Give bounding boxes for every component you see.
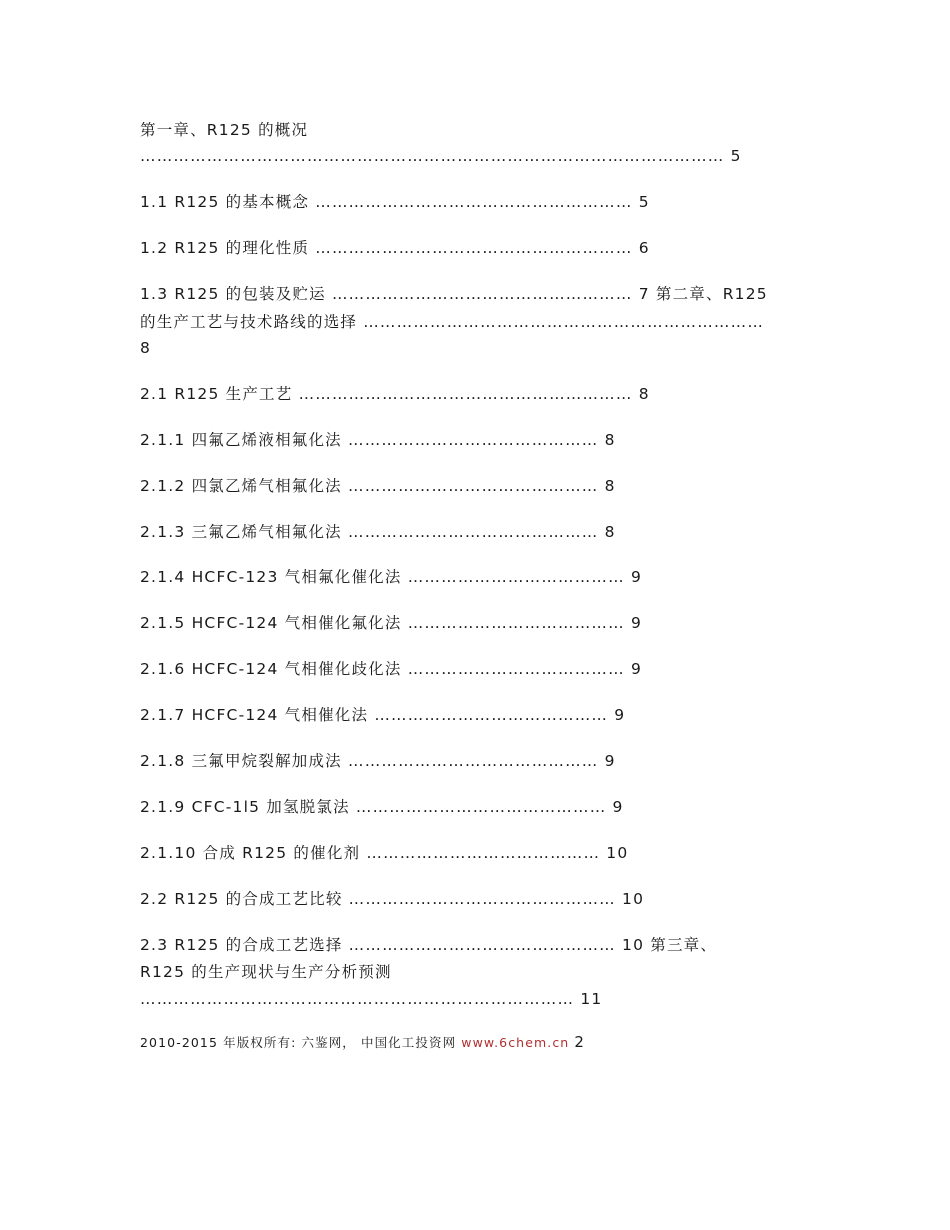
- footer-website-link[interactable]: www.6chem.cn: [461, 1035, 570, 1050]
- toc-entry-2-1-8: 2.1.8 三氟甲烷裂解加成法 ……………………………………… 9: [140, 752, 616, 770]
- toc-chapter-3-leader: …………………………………………………………………… 11: [140, 990, 603, 1008]
- footer-copyright: 2010-2015 年版权所有: 六鉴网， 中国化工投资网: [140, 1035, 457, 1050]
- toc-chapter-2-page: 8: [140, 339, 152, 357]
- toc-entry-1-3: 1.3 R125 的包装及贮运 ……………………………………………… 7 第二章、R125: [140, 285, 768, 303]
- toc-entry-1-2: 1.2 R125 的理化性质 ………………………………………………… 6: [140, 239, 650, 257]
- toc-entry-2-1-6: 2.1.6 HCFC-124 气相催化歧化法 ………………………………… 9: [140, 660, 643, 678]
- toc-chapter-3-title: R125 的生产现状与生产分析预测: [140, 963, 392, 981]
- toc-entry-2-1-3: 2.1.3 三氟乙烯气相氟化法 ……………………………………… 8: [140, 523, 616, 541]
- toc-chapter-1-leader: …………………………………………………………………………………………… 5: [140, 147, 742, 165]
- toc-entry-2-1-9: 2.1.9 CFC-1l5 加氢脱氯法 ……………………………………… 9: [140, 798, 624, 816]
- page-number: 2: [574, 1033, 586, 1051]
- toc-entry-2-2: 2.2 R125 的合成工艺比较 ………………………………………… 10: [140, 890, 645, 908]
- toc-entry-2-3: 2.3 R125 的合成工艺选择 ………………………………………… 10 第三章、: [140, 936, 718, 954]
- toc-entry-2-1-4: 2.1.4 HCFC-123 气相氟化催化法 ………………………………… 9: [140, 568, 643, 586]
- toc-chapter-2-title: 的生产工艺与技术路线的选择 ………………………………………………………………: [140, 313, 765, 331]
- toc-entry-1-1: 1.1 R125 的基本概念 ………………………………………………… 5: [140, 193, 650, 211]
- page-footer: [140, 1033, 585, 1052]
- toc-chapter-1-title: 第一章、R125 的概况: [140, 121, 309, 139]
- toc-entry-2-1: 2.1 R125 生产工艺 …………………………………………………… 8: [140, 385, 650, 403]
- toc-entry-2-1-5: 2.1.5 HCFC-124 气相催化氟化法 ………………………………… 9: [140, 614, 643, 632]
- toc-entry-2-1-7: 2.1.7 HCFC-124 气相催化法 …………………………………… 9: [140, 706, 626, 724]
- toc-entry-2-1-10: 2.1.10 合成 R125 的催化剂 …………………………………… 10: [140, 844, 629, 862]
- toc-entry-2-1-1: 2.1.1 四氟乙烯液相氟化法 ……………………………………… 8: [140, 431, 616, 449]
- toc-entry-2-1-2: 2.1.2 四氯乙烯气相氟化法 ……………………………………… 8: [140, 477, 616, 495]
